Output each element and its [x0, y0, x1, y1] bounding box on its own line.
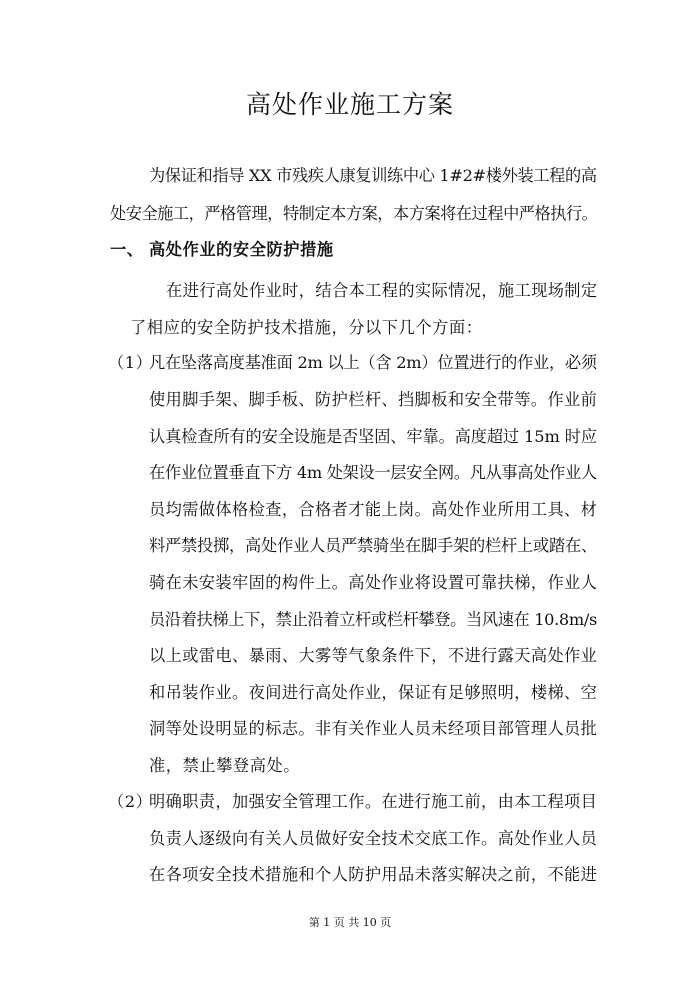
list-item-marker: （1） [108, 353, 153, 372]
list-item-line: 认真检查所有的安全设施是否坚固、牢靠。高度超过 15m 时应 [149, 427, 597, 446]
list-item-line: 和吊装作业。夜间进行高处作业，保证有足够照明，楼梯、空 [149, 683, 598, 702]
list-item-line: 负责人逐级向有关人员做好安全技术交底工作。高处作业人员 [149, 829, 598, 848]
section-intro-line: 了相应的安全防护技术措施，分以下几个方面： [130, 318, 483, 337]
list-item-line: 员沿着扶梯上下，禁止沿着立杆或栏杆攀登。当风速在 10.8m/s [149, 610, 597, 629]
list-item-line: 洞等处设明显的标志。非有关作业人员未经项目部管理人员批 [149, 719, 598, 738]
section-intro-line: 在进行高处作业时，结合本工程的实际情况，施工现场制定 [166, 281, 598, 300]
page-title: 高处作业施工方案 [245, 90, 454, 119]
page-footer: 第 1 页 共 10 页 [308, 916, 392, 929]
intro-line: 处安全施工，严格管理，特制定本方案，本方案将在过程中严格执行。 [110, 204, 598, 223]
list-item-line: 在各项安全技术措施和个人防护用品未落实解决之前，不能进 [149, 865, 598, 884]
section-heading: 高处作业的安全防护措施 [149, 240, 334, 259]
list-item-line: 使用脚手架、脚手板、防护栏杆、挡脚板和安全带等。作业前 [149, 390, 598, 409]
list-item-line: 员均需做体格检查，合格者才能上岗。高处作业所用工具、材 [149, 500, 598, 519]
list-item-line: 在作业位置垂直下方 4m 处架设一层安全网。凡从事高处作业人 [149, 463, 597, 482]
list-item-line: 凡在坠落高度基准面 2m 以上（含 2m）位置进行的作业，必须 [149, 353, 597, 372]
list-item-line: 料严禁投掷，高处作业人员严禁骑坐在脚手架的栏杆上或踏在、 [149, 536, 598, 555]
list-item-line: 骑在未安装牢固的构件上。高处作业将设置可靠扶梯，作业人 [149, 573, 598, 592]
list-item-line: 以上或雷电、暴雨、大雾等气象条件下，不进行露天高处作业 [149, 646, 598, 665]
section-number: 一、 [110, 240, 144, 259]
list-item-marker: （2） [108, 792, 153, 811]
intro-line: 为保证和指导 XX 市残疾人康复训练中心 1#2#楼外装工程的高 [149, 166, 597, 185]
list-item-line: 准，禁止攀登高处。 [149, 756, 301, 775]
list-item-line: 明确职责，加强安全管理工作。在进行施工前，由本工程项目 [149, 792, 598, 811]
